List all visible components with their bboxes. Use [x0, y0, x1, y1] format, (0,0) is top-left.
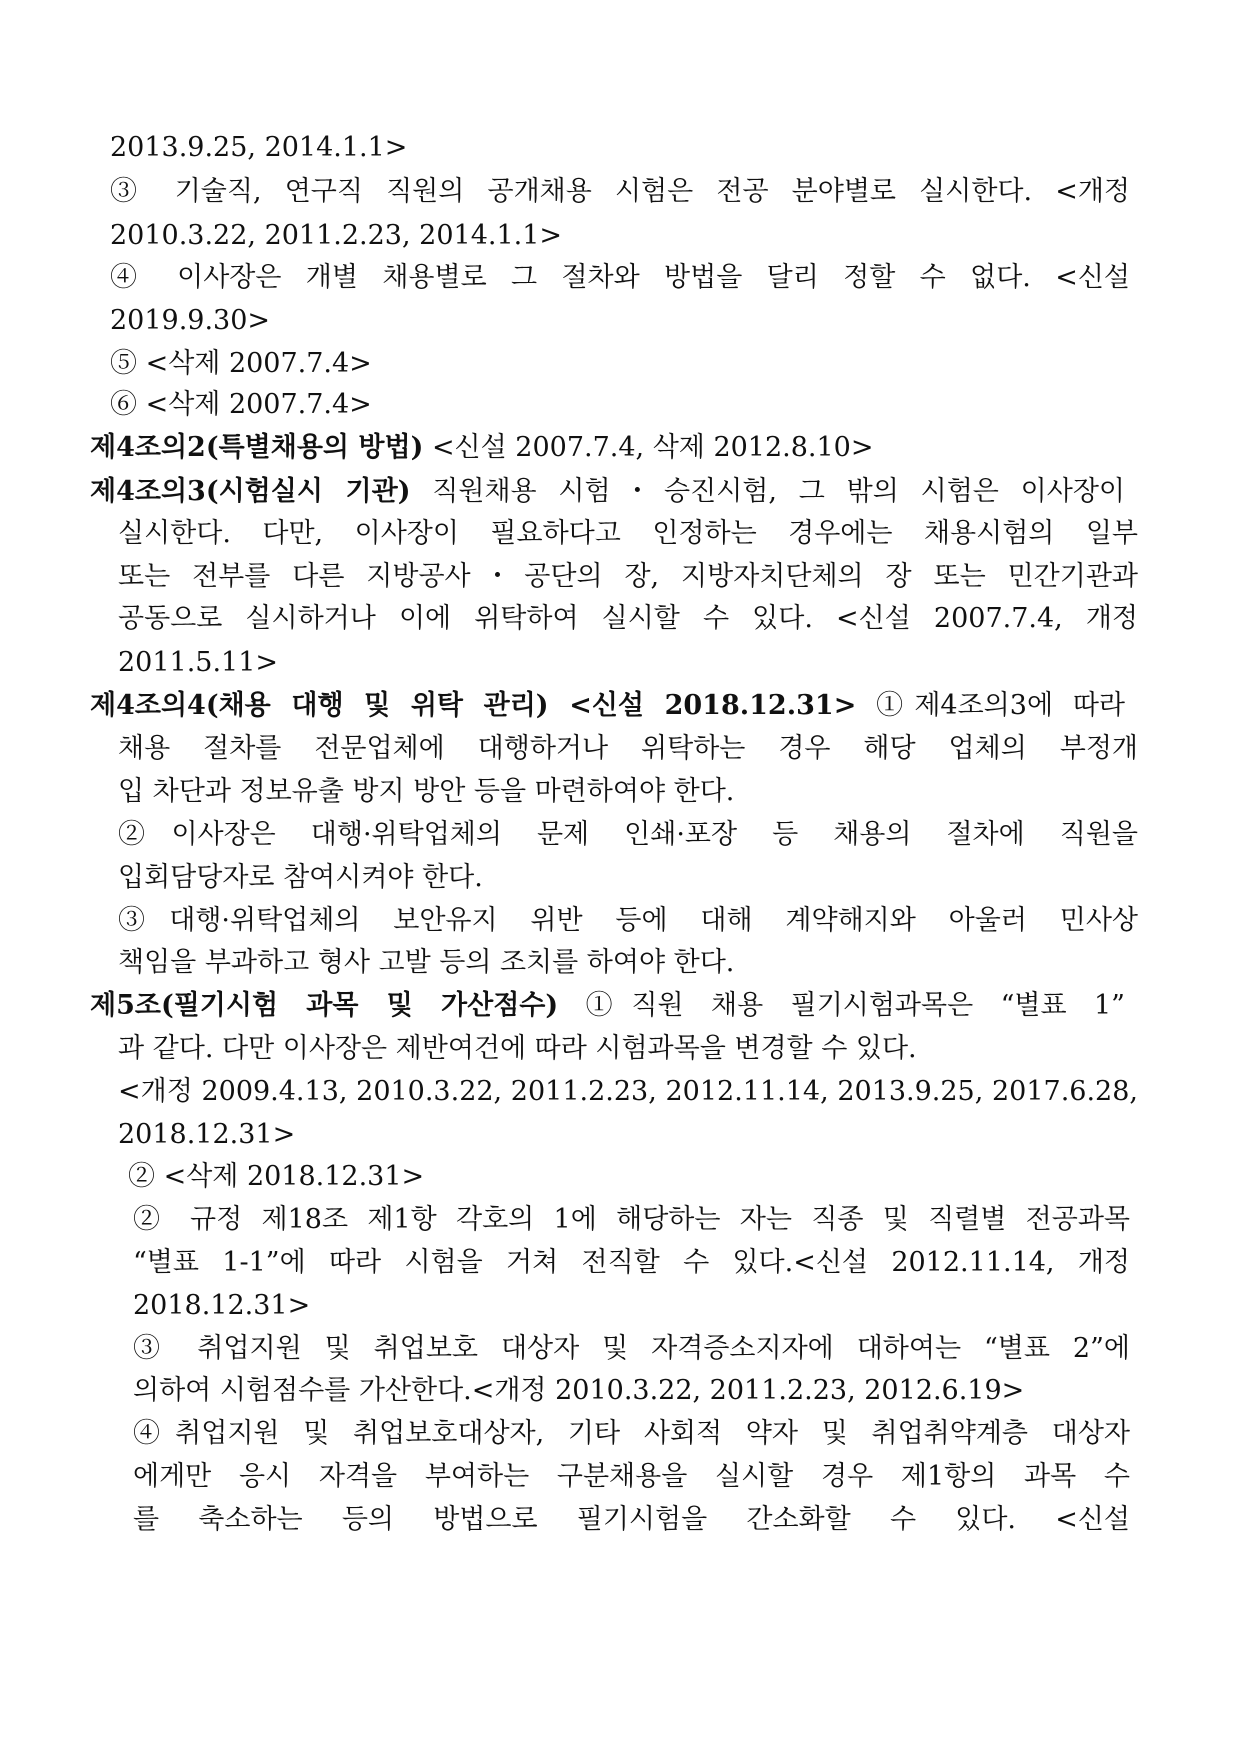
- text-line: 공동으로 실시하거나 이에 위탁하여 실시할 수 있다. <신설 2007.7.4, 개정: [118, 603, 1138, 634]
- text-line: ② 규정 제18조 제1항 각호의 1에 해당하는 자는 직종 및 직렬별 전공과목: [133, 1204, 1130, 1235]
- text-line: 2019.9.30>: [110, 305, 271, 336]
- text-line: <개정 2009.4.13, 2010.3.22, 2011.2.23, 2012.11.14, 2013.9.25, 2017.6.28,: [118, 1076, 1138, 1107]
- text-line: 입회담당자로 참여시켜야 한다.: [118, 862, 483, 893]
- text-line: 입 차단과 정보유출 방지 방안 등을 마련하여야 한다.: [118, 776, 735, 807]
- text-line: ④취업지원 및 취업보호대상자, 기타 사회적 약자 및 취업취약계층 대상자: [133, 1418, 1130, 1449]
- amendment-note: <신설 2007.7.4, 삭제 2012.8.10>: [431, 432, 874, 463]
- article-heading: 제4조의3(시험실시 기관): [90, 476, 411, 507]
- article-text: 직원채용 시험・승진시험, 그 밖의 시험은 이사장이: [432, 476, 1125, 507]
- text-line: 를 축소하는 등의 방법으로 필기시험을 간소화할 수 있다. <신설: [133, 1504, 1130, 1535]
- article-line-4-2: [90, 428, 874, 468]
- text-line: 과 같다. 다만 이사장은 제반여건에 따라 시험과목을 변경할 수 있다.: [118, 1033, 917, 1064]
- text-line: ③ 취업지원 및 취업보호 대상자 및 자격증소지자에 대하여는 “별표 2”에: [133, 1333, 1130, 1364]
- article-heading: 제5조(필기시험 과목 및 가산점수): [90, 990, 559, 1021]
- text-line: 채용 절차를 전문업체에 대행하거나 위탁하는 경우 해당 업체의 부정개: [118, 733, 1138, 764]
- text-line: ③ 기술직, 연구직 직원의 공개채용 시험은 전공 분야별로 실시한다. <개정: [110, 176, 1130, 207]
- text-line: 2011.5.11>: [118, 647, 279, 678]
- text-line: ② <삭제 2018.12.31>: [128, 1161, 425, 1192]
- article-text: ①제4조의3에 따라: [876, 690, 1125, 721]
- article-heading: 제4조의2(특별채용의 방법): [90, 432, 424, 463]
- article-line-5: [90, 986, 1125, 1026]
- text-line: ⑥ <삭제 2007.7.4>: [110, 389, 372, 420]
- text-line: 2013.9.25, 2014.1.1>: [110, 132, 408, 163]
- text-line: 의하여 시험점수를 가산한다.<개정 2010.3.22, 2011.2.23, 2012.6.19>: [133, 1375, 1025, 1406]
- text-line: 2018.12.31>: [118, 1119, 296, 1150]
- article-text: ①직원 채용 필기시험과목은 “별표 1”: [585, 990, 1125, 1021]
- text-line: 책임을 부과하고 형사 고발 등의 조치를 하여야 한다.: [118, 947, 735, 978]
- text-line: ②이사장은 대행·위탁업체의 문제 인쇄·포장 등 채용의 절차에 직원을: [118, 819, 1138, 850]
- text-line: ④ 이사장은 개별 채용별로 그 절차와 방법을 달리 정할 수 없다. <신설: [110, 262, 1130, 293]
- text-line: ③대행·위탁업체의 보안유지 위반 등에 대해 계약해지와 아울러 민사상: [118, 905, 1138, 936]
- text-line: 2018.12.31>: [133, 1290, 311, 1321]
- text-line: 2010.3.22, 2011.2.23, 2014.1.1>: [110, 220, 563, 251]
- text-line: ⑤ <삭제 2007.7.4>: [110, 348, 372, 379]
- text-line: 또는 전부를 다른 지방공사・공단의 장, 지방자치단체의 장 또는 민간기관과: [118, 561, 1138, 592]
- text-line: “별표 1-1”에 따라 시험을 거쳐 전직할 수 있다.<신설 2012.11.14, 개정: [133, 1247, 1130, 1278]
- article-line-4-4: [90, 686, 1125, 726]
- article-heading: 제4조의4(채용 대행 및 위탁 관리) <신설 2018.12.31>: [90, 690, 857, 721]
- text-line: 에게만 응시 자격을 부여하는 구분채용을 실시할 경우 제1항의 과목 수: [133, 1461, 1130, 1492]
- article-line-4-3: [90, 472, 1125, 512]
- text-line: 실시한다. 다만, 이사장이 필요하다고 인정하는 경우에는 채용시험의 일부: [118, 518, 1138, 549]
